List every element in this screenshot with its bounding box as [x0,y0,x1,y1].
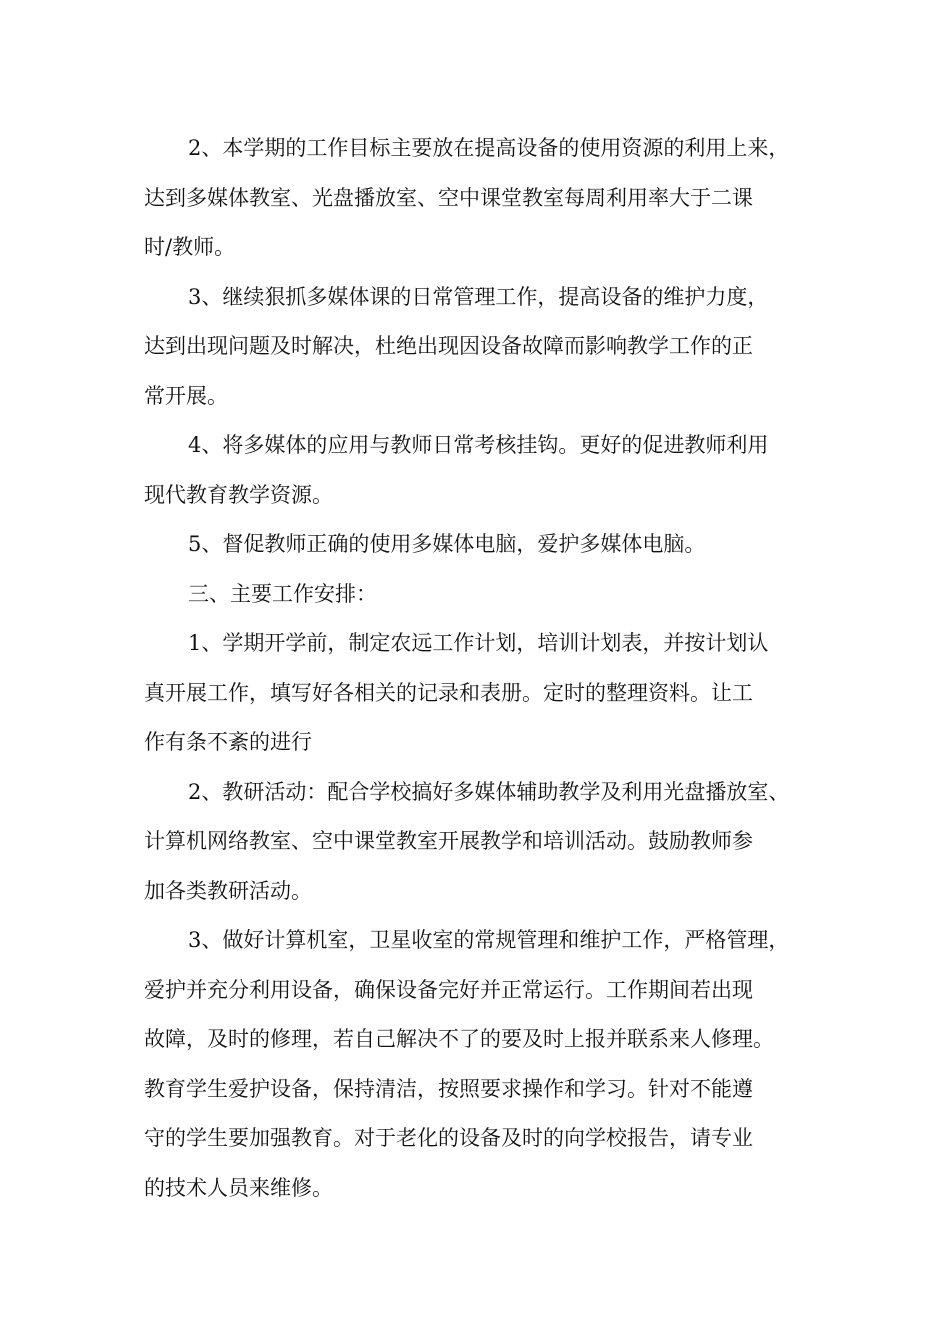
text-line: 3、继续狠抓多媒体课的日常管理工作，提高设备的维护力度， [188,284,769,309]
paragraph-goal-3 [144,273,816,422]
paragraph-goal-5 [144,520,816,570]
text-line: 加各类教研活动。 [144,878,312,903]
text-line: 2、教研活动：配合学校搞好多媒体辅助教学及利用光盘播放室、 [188,779,790,804]
text-line: 2、本学期的工作目标主要放在提高设备的使用资源的利用上来， [188,136,790,160]
paragraph-goal-4 [144,421,816,520]
paragraph-arrangement-2 [144,768,816,917]
section-heading-work-arrangement [144,570,816,620]
text-line: 达到出现问题及时解决，杜绝出现因设备故障而影响教学工作的正 [144,334,753,358]
text-line: 4、将多媒体的应用与教师日常考核挂钩。更好的促进教师利用 [188,433,769,457]
text-line: 的技术人员来维修。 [144,1175,333,1200]
document-body [144,124,816,1213]
section-heading: 三、主要工作安排： [188,581,377,606]
text-line: 教育学生爱护设备，保持清洁，按照要求操作和学习。针对不能遵 [144,1076,753,1101]
text-line: 现代教育教学资源。 [144,482,333,507]
text-line: 守的学生要加强教育。对于老化的设备及时的向学校报告，请专业 [144,1126,753,1150]
text-line: 爱护并充分利用设备，确保设备完好并正常运行。工作期间若出现 [144,977,753,1002]
text-line: 故障，及时的修理，若自己解决不了的要及时上报并联系来人修理。 [144,1027,774,1051]
text-line: 3、做好计算机室，卫星收室的常规管理和维护工作，严格管理， [188,928,790,952]
text-line: 时/教师。 [144,235,236,259]
text-line: 1、学期开学前，制定农远工作计划，培训计划表，并按计划认 [188,631,769,655]
text-line: 作有条不紊的进行 [144,730,312,754]
paragraph-goal-2 [144,124,816,273]
text-line: 5、督促教师正确的使用多媒体电脑，爱护多媒体电脑。 [188,532,706,556]
text-line: 达到多媒体教室、光盘播放室、空中课堂教室每周利用率大于二课 [144,185,753,210]
paragraph-arrangement-3 [144,916,816,1213]
text-line: 常开展。 [144,383,228,408]
text-line: 真开展工作，填写好各相关的记录和表册。定时的整理资料。让工 [144,680,753,705]
paragraph-arrangement-1 [144,619,816,768]
text-line: 计算机网络教室、空中课堂教室开展教学和培训活动。鼓励教师参 [144,829,753,853]
